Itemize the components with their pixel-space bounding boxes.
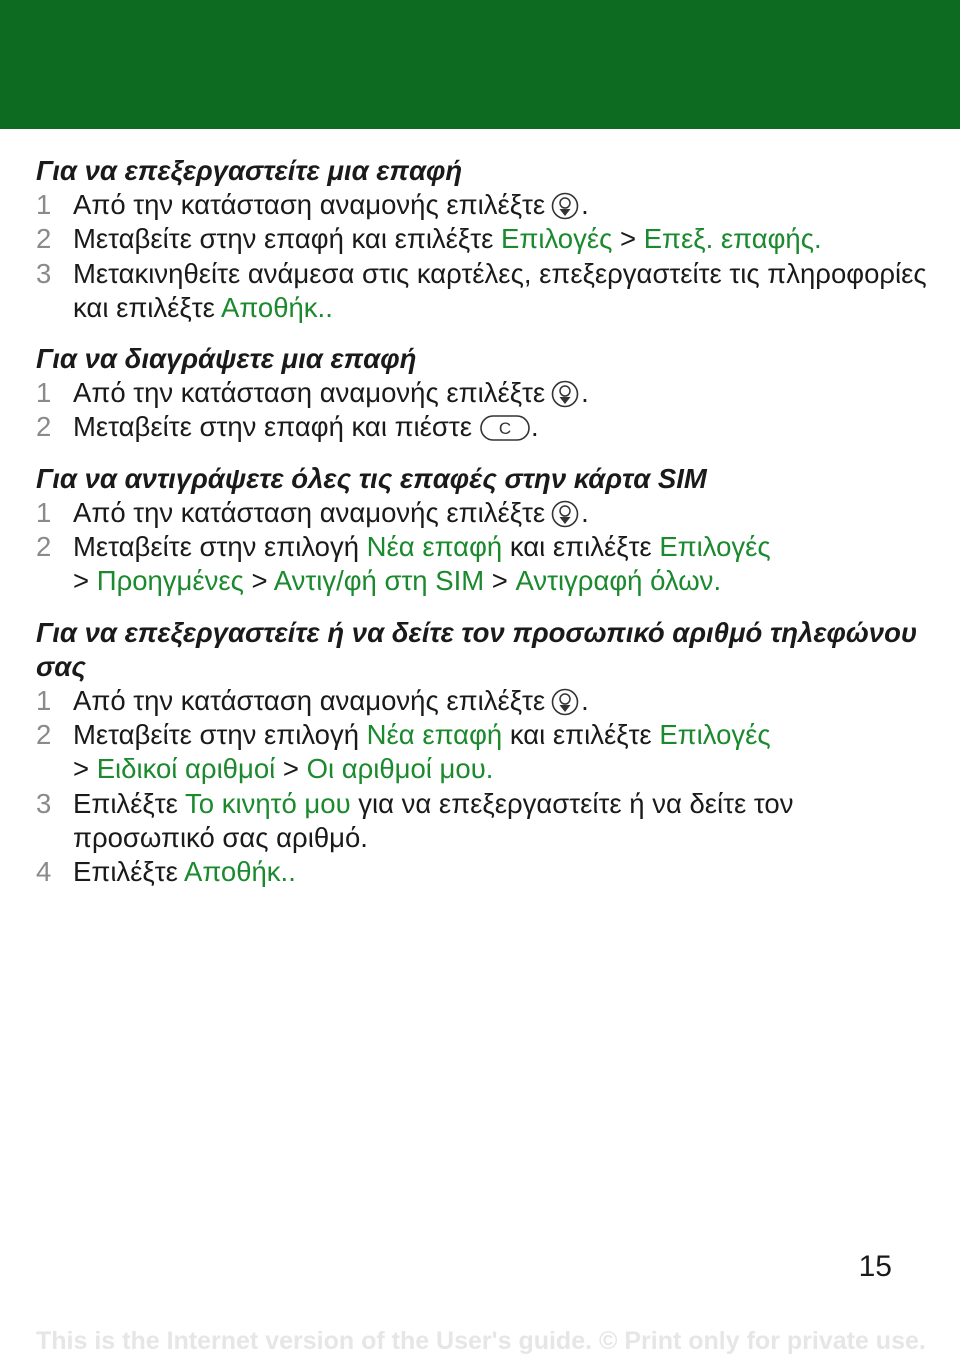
menu-term: Επεξ. επαφής: [643, 223, 814, 255]
step-text: .: [581, 189, 589, 220]
step-text: Από την κατάσταση αναμονής επιλέξτε: [73, 189, 546, 220]
section-heading: Για να επεξεργαστείτε μια επαφή: [36, 155, 463, 186]
menu-term: Νέα επαφή: [366, 718, 503, 750]
menu-term: Προηγμένες: [96, 565, 244, 597]
step-text: Επιλέξτε: [73, 856, 184, 888]
menu-term: Οι αριθμοί μου: [306, 753, 486, 785]
step-text: και επιλέξτε: [502, 531, 660, 563]
step-text: >: [275, 753, 307, 785]
menu-term: Αποθήκ.: [184, 856, 289, 888]
page-number: 15: [858, 1250, 892, 1283]
menu-term: Ειδικοί αριθμοί: [96, 753, 276, 785]
step-number: 1: [36, 684, 52, 716]
step-text: .: [531, 411, 539, 443]
step-text: >: [73, 565, 97, 597]
menu-term: Αποθήκ.: [220, 291, 326, 323]
step-number: 1: [36, 496, 52, 528]
navigation-key-icon: [551, 192, 579, 220]
step: [36, 410, 936, 444]
step-text: Μεταβείτε στην επιλογή: [73, 718, 367, 750]
section-edit-contact: [36, 154, 936, 325]
step-text: για να επεξεργαστείτε ή να δείτε τον προσωπικό σας αριθμό.: [73, 787, 794, 853]
step-text: Επιλέξτε: [73, 787, 186, 819]
step-text: Μεταβείτε στην επαφή και επιλέξτε: [73, 223, 502, 255]
step-number: 2: [36, 411, 52, 443]
menu-term: Επιλογές: [659, 531, 771, 563]
step: [36, 855, 936, 889]
step-number: 3: [36, 787, 52, 819]
section-heading: Για να διαγράψετε μια επαφή: [36, 343, 417, 375]
step-text: >: [243, 565, 274, 597]
step-text: .: [485, 753, 494, 785]
section-heading: Για να επεξεργαστείτε ή να δείτε τον προσωπικό αριθμό τηλεφώνου σας: [36, 616, 918, 682]
step-text: .: [581, 684, 589, 716]
step-text: Μεταβείτε στην επιλογή: [73, 531, 367, 563]
step: [36, 530, 936, 599]
step: [36, 257, 936, 326]
step-text: Από την κατάσταση αναμονής επιλέξτε: [73, 684, 546, 716]
menu-term: Νέα επαφή: [366, 531, 503, 563]
step-text: .: [325, 291, 333, 323]
navigation-key-icon: [551, 380, 579, 408]
step: [36, 718, 936, 787]
step-number: 2: [36, 223, 52, 255]
navigation-key-icon: [551, 500, 579, 528]
menu-term: Το κινητό μου: [185, 787, 351, 819]
footer-notice: This is the Internet version of the User's guide. © Print only for private use.: [36, 1327, 926, 1355]
step-text: >: [612, 223, 644, 255]
step-text: .: [581, 377, 589, 409]
step-text: Μεταβείτε στην επαφή και πιέστε: [73, 411, 473, 443]
step-number: 4: [36, 856, 52, 888]
step-number: 1: [36, 377, 52, 409]
step-text: Από την κατάσταση αναμονής επιλέξτε: [73, 496, 546, 528]
header-bar: [0, 0, 960, 129]
step-text: Από την κατάσταση αναμονής επιλέξτε: [73, 377, 546, 409]
clear-key-icon: [480, 415, 530, 441]
menu-term: Επιλογές: [659, 718, 771, 750]
step-text: και επιλέξτε: [502, 718, 660, 750]
step-number: 2: [36, 718, 52, 750]
menu-term: Επιλογές: [501, 223, 613, 255]
step: [36, 376, 936, 410]
step-text: >: [484, 565, 516, 597]
section-delete-contact: [36, 342, 936, 445]
section-heading: Για να αντιγράψετε όλες τις επαφές στην κάρτα SIM: [36, 462, 707, 494]
section-copy-to-sim: [36, 462, 936, 599]
step-number: 3: [36, 257, 52, 289]
step-number: 1: [36, 189, 52, 220]
step-text: >: [73, 753, 97, 785]
step: [36, 684, 936, 718]
navigation-key-icon: [551, 688, 579, 716]
menu-term: Αντιγ/φή στη SIM: [273, 565, 485, 597]
step: [36, 188, 936, 222]
step-text: .: [581, 496, 589, 528]
step: [36, 222, 936, 256]
menu-term: Αντιγραφή όλων: [515, 565, 714, 597]
step-number: 2: [36, 531, 52, 563]
step: [36, 496, 936, 530]
step-text: Μετακινηθείτε ανάμεσα στις καρτέλες, επεξεργαστείτε τις πληροφορίες και επιλέξτε: [73, 257, 927, 323]
step-text: .: [713, 565, 722, 597]
step-text: .: [288, 856, 296, 888]
page-content: [36, 154, 936, 906]
svg-text:C: C: [498, 419, 512, 439]
step-text: .: [813, 223, 822, 255]
section-my-number: [36, 616, 936, 890]
step: [36, 787, 936, 856]
